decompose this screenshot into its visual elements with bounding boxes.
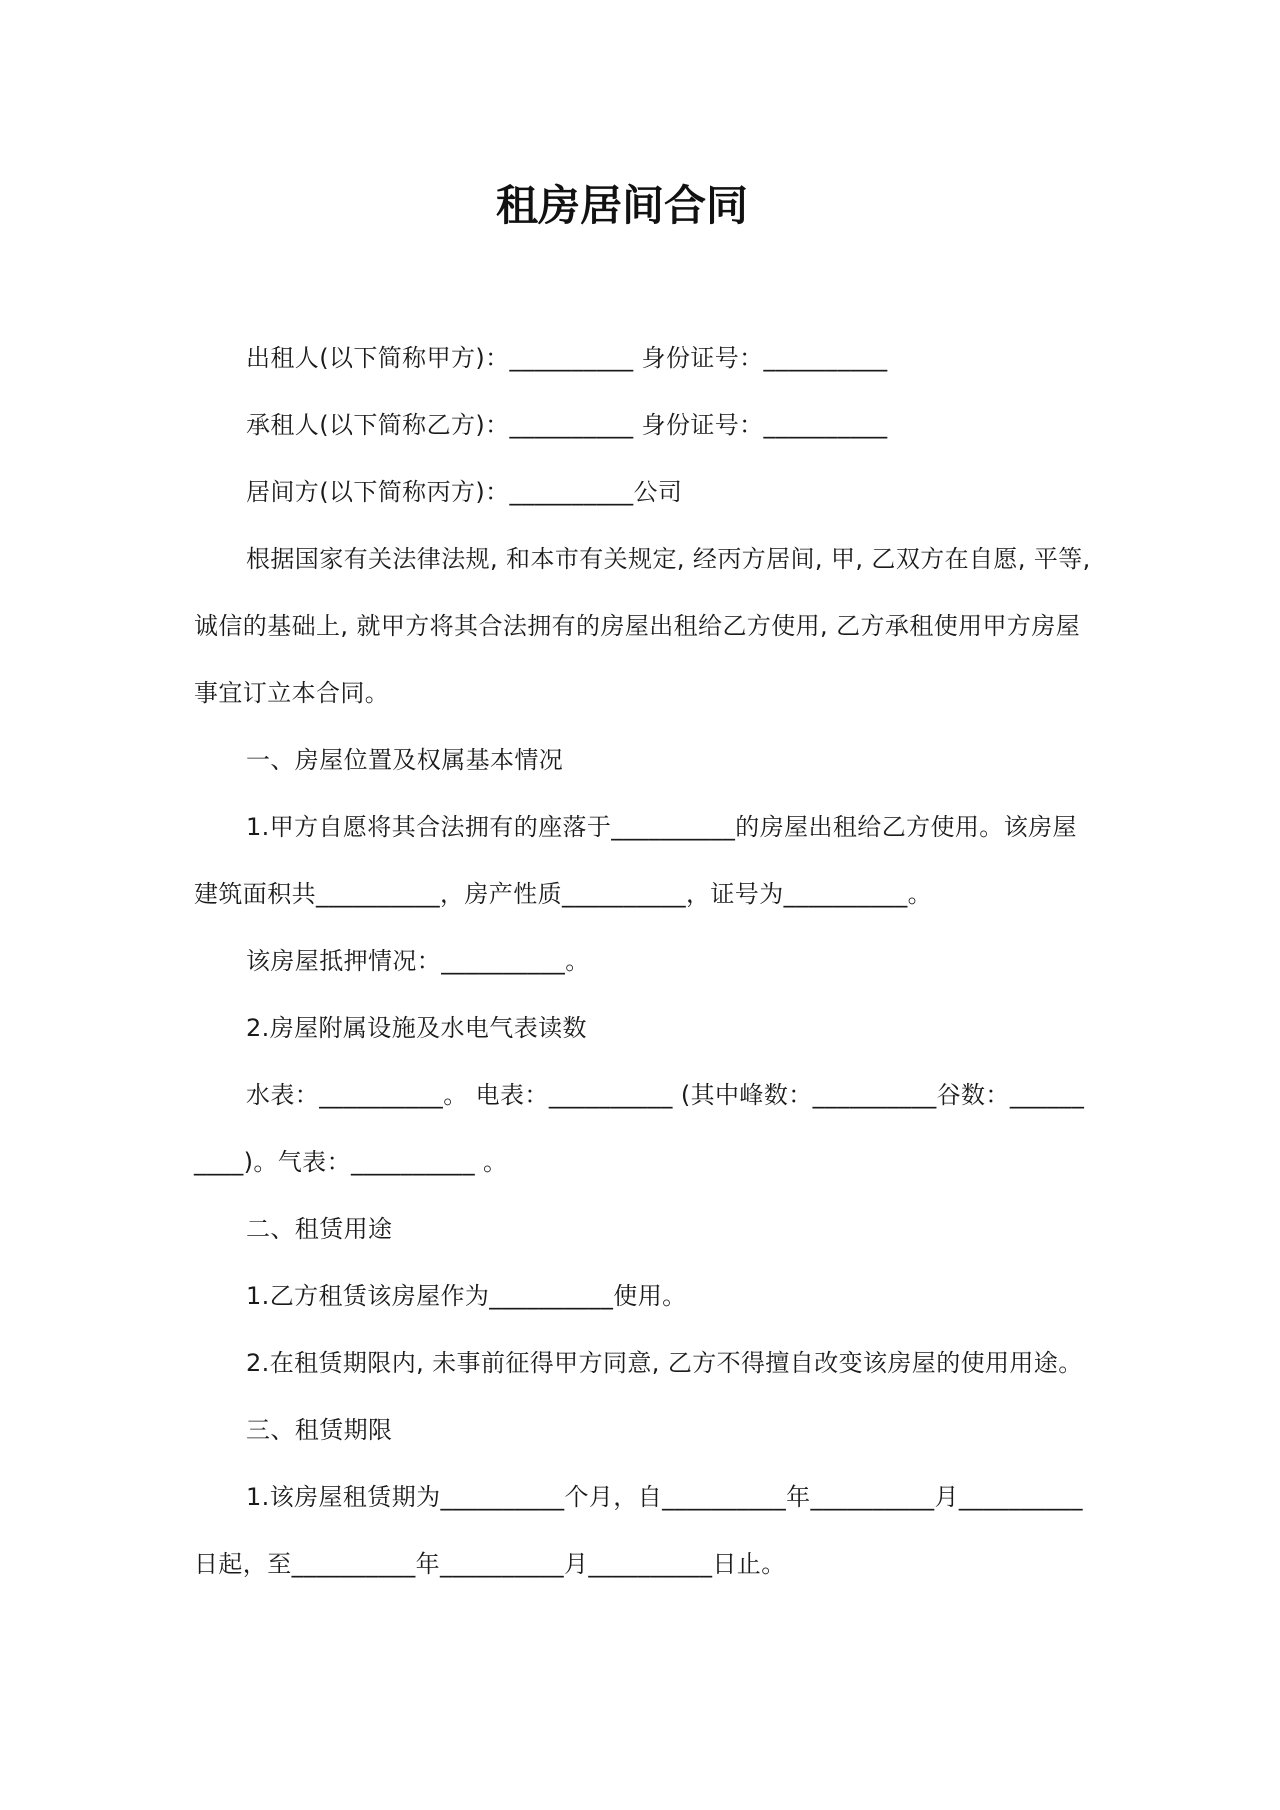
- mortgage-line: 该房屋抵押情况：__________。: [246, 947, 590, 975]
- clause-2-2: 2.在租赁期限内, 未事前征得甲方同意, 乙方不得擅自改变该房屋的使用用途。: [246, 1349, 1083, 1377]
- document-title: 租房居间合同: [495, 181, 748, 230]
- section-heading-2: 二、租赁用途: [246, 1215, 393, 1243]
- document-body: [194, 325, 1094, 1598]
- clause-1-2: 2.房屋附属设施及水电气表读数: [246, 1014, 587, 1042]
- meter-readings: 水表：__________。 电表：__________ (其中峰数：__________谷数：__________)。气表：__________ 。: [194, 1081, 1085, 1176]
- party-a-line: 出租人(以下简称甲方)：__________ 身份证号：__________: [246, 344, 888, 372]
- section-heading-3: 三、租赁期限: [246, 1416, 393, 1444]
- clause-3-1: 1.该房屋租赁期为__________个月，自__________年__________月__________日起，至__________年__________月__________日止。: [194, 1483, 1083, 1578]
- party-b-line: 承租人(以下简称乙方)：__________ 身份证号：__________: [246, 411, 888, 439]
- clause-2-1: 1.乙方租赁该房屋作为__________使用。: [246, 1282, 687, 1310]
- clause-1-1: 1.甲方自愿将其合法拥有的座落于__________的房屋出租给乙方使用。该房屋建筑面积共__________，房产性质__________，证号为__________。: [194, 813, 1077, 908]
- section-heading-1: 一、房屋位置及权属基本情况: [246, 746, 564, 774]
- preamble-paragraph: 根据国家有关法律法规, 和本市有关规定, 经丙方居间, 甲, 乙双方在自愿, 平等, 诚信的基础上, 就甲方将其合法拥有的房屋出租给乙方使用, 乙方承租使用甲方房屋事宜订立本合同。: [194, 545, 1091, 707]
- party-c-line: 居间方(以下简称丙方)：__________公司: [246, 478, 683, 506]
